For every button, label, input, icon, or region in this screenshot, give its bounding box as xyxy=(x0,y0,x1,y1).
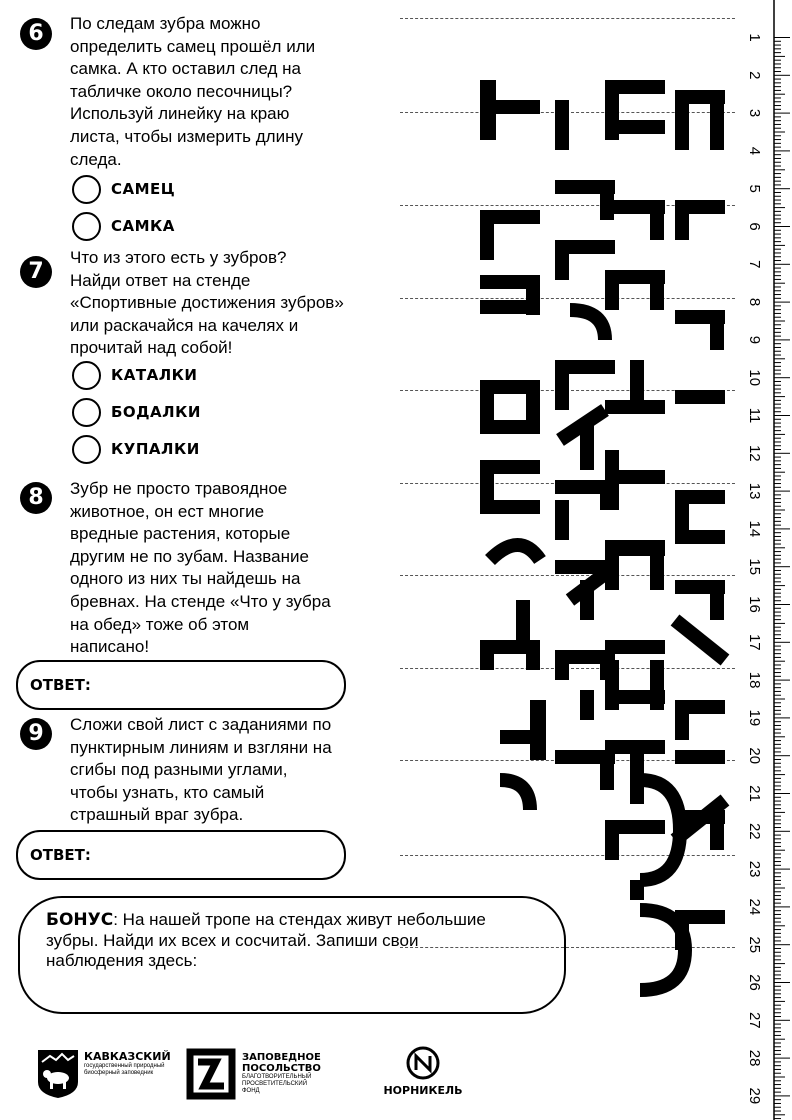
text-line: листа, чтобы измерить длину xyxy=(70,126,303,146)
ruler-number: 26 xyxy=(746,974,764,991)
posolstvo-sub-1: БЛАГОТВОРИТЕЛЬНЫЙ xyxy=(242,1074,312,1080)
ruler-number: 7 xyxy=(746,260,764,269)
question-8-text xyxy=(70,478,400,659)
radio-circle[interactable] xyxy=(72,398,101,427)
radio-circle[interactable] xyxy=(72,435,101,464)
ruler-number: 16 xyxy=(746,596,764,613)
ruler xyxy=(736,0,792,1120)
posolstvo-sub-3: ФОНД xyxy=(242,1088,260,1094)
answer-field-8[interactable] xyxy=(16,660,346,710)
posolstvo-name-2: ПОСОЛЬСТВО xyxy=(242,1063,321,1074)
text-line: одного из них ты найдешь на xyxy=(70,569,301,589)
ruler-number: 11 xyxy=(746,407,764,424)
text-line: Сложи свой лист с заданиями по xyxy=(70,715,332,734)
option-male[interactable] xyxy=(72,174,175,204)
option-female[interactable] xyxy=(72,211,175,241)
question-6-text xyxy=(70,13,400,171)
nornickel-logo xyxy=(378,1046,468,1097)
nornickel-name: НОРНИКЕЛЬ xyxy=(383,1084,463,1097)
text-line: Что из этого есть у зубров? xyxy=(70,248,287,267)
posolstvo-emblem-icon xyxy=(186,1048,236,1100)
text-line: Зубр не просто травоядное xyxy=(70,479,288,498)
text-line: самка. А кто оставил след на xyxy=(70,59,301,79)
ruler-number: 4 xyxy=(746,146,764,156)
option-bodalki[interactable] xyxy=(72,397,201,427)
question-number-7: 7 xyxy=(20,256,52,288)
text-line: : На нашей тропе на стендах живут небольшие xyxy=(113,910,486,929)
kavkaz-name: КАВКАЗСКИЙ xyxy=(84,1050,171,1063)
text-line: пунктирным линиям и взгляни на xyxy=(70,737,332,757)
text-line: следа. xyxy=(70,149,122,169)
ruler-number: 10 xyxy=(746,369,764,387)
ruler-number: 15 xyxy=(746,558,764,576)
ruler-number: 9 xyxy=(746,335,764,345)
ruler-number: 1 xyxy=(746,33,764,42)
answer-label: ОТВЕТ: xyxy=(30,676,91,694)
question-9-text xyxy=(70,714,410,827)
puzzle-letters-graphic xyxy=(440,60,740,1000)
question-number-6: 6 xyxy=(20,18,52,50)
ruler-number: 29 xyxy=(746,1087,764,1105)
text-line: животное, он ест многие xyxy=(70,501,265,521)
radio-circle[interactable] xyxy=(72,212,101,241)
fold-line xyxy=(400,18,740,19)
text-line: сгибы под разными углами, xyxy=(70,760,288,780)
option-label: САМКА xyxy=(111,217,175,235)
ruler-number: 23 xyxy=(746,860,764,878)
ruler-number: 24 xyxy=(746,898,764,916)
ruler-number: 13 xyxy=(746,482,764,500)
bonus-title: БОНУС xyxy=(46,910,114,930)
ruler-number: 12 xyxy=(746,444,764,462)
option-label: БОДАЛКИ xyxy=(111,403,201,421)
option-katalki[interactable] xyxy=(72,360,197,390)
posolstvo-logo xyxy=(186,1048,321,1100)
text-line: наблюдения здесь: xyxy=(46,951,198,970)
text-line: чтобы узнать, кто самый xyxy=(70,782,265,802)
text-line: вредные растения, которые xyxy=(70,524,291,544)
text-line: бревнах. На стенде «Что у зубра xyxy=(70,591,331,611)
text-line: Найди ответ на стенде xyxy=(70,270,251,290)
text-line: зубры. Найди их всех и сосчитай. Запиши свои xyxy=(46,930,419,950)
ruler-number: 14 xyxy=(746,520,764,538)
text-line: «Спортивные достижения зубров» xyxy=(70,293,344,313)
ruler-number: 17 xyxy=(746,633,764,651)
ruler-number: 8 xyxy=(746,297,764,307)
answer-label: ОТВЕТ: xyxy=(30,846,91,864)
answer-field-9[interactable] xyxy=(16,830,346,880)
kavkaz-sub-1: государственный природный xyxy=(84,1063,165,1069)
text-line: страшный враг зубра. xyxy=(70,805,244,825)
ruler-number: 6 xyxy=(746,222,764,231)
radio-circle[interactable] xyxy=(72,361,101,390)
text-line: на обед» тоже об этом xyxy=(70,614,250,634)
text-line: табличке около песочницы? xyxy=(70,81,293,101)
option-label: КУПАЛКИ xyxy=(111,440,200,458)
radio-circle[interactable] xyxy=(72,175,101,204)
ruler-number: 19 xyxy=(746,709,764,727)
text-line: другим не по зубам. Название xyxy=(70,546,309,566)
ruler-number: 21 xyxy=(746,785,764,802)
ruler-number: 18 xyxy=(746,671,764,689)
ruler-number: 20 xyxy=(746,747,764,765)
question-number-9: 9 xyxy=(20,718,52,750)
ruler-number: 3 xyxy=(746,108,764,118)
text-line: По следам зубра можно xyxy=(70,14,261,33)
option-kupalki[interactable] xyxy=(72,434,200,464)
ruler-number: 28 xyxy=(746,1049,764,1067)
option-label: САМЕЦ xyxy=(111,180,176,198)
ruler-number: 2 xyxy=(746,71,764,80)
text-line: или раскачайся на качелях и xyxy=(70,315,299,335)
question-number-8: 8 xyxy=(20,482,52,514)
ruler-number: 5 xyxy=(746,184,764,193)
option-label: КАТАЛКИ xyxy=(111,366,198,384)
ruler-number: 22 xyxy=(746,822,764,840)
ruler-number: 25 xyxy=(746,936,764,954)
kavkaz-sub-2: биосферный заповедник xyxy=(84,1070,154,1076)
posolstvo-name-1: ЗАПОВЕДНОЕ xyxy=(242,1052,321,1063)
question-7-text xyxy=(70,247,410,360)
posolstvo-sub-2: ПРОСВЕТИТЕЛЬСКИЙ xyxy=(242,1081,308,1087)
text-line: написано! xyxy=(70,637,150,657)
kavkaz-logo xyxy=(36,1048,171,1100)
bison-emblem-icon xyxy=(36,1048,80,1100)
text-line: определить самец прошёл или xyxy=(70,36,316,56)
text-line: Используй линейку на краю xyxy=(70,104,290,124)
ruler-number: 27 xyxy=(746,1011,764,1029)
nornickel-emblem-icon xyxy=(406,1046,440,1080)
text-line: прочитай над собой! xyxy=(70,338,233,358)
